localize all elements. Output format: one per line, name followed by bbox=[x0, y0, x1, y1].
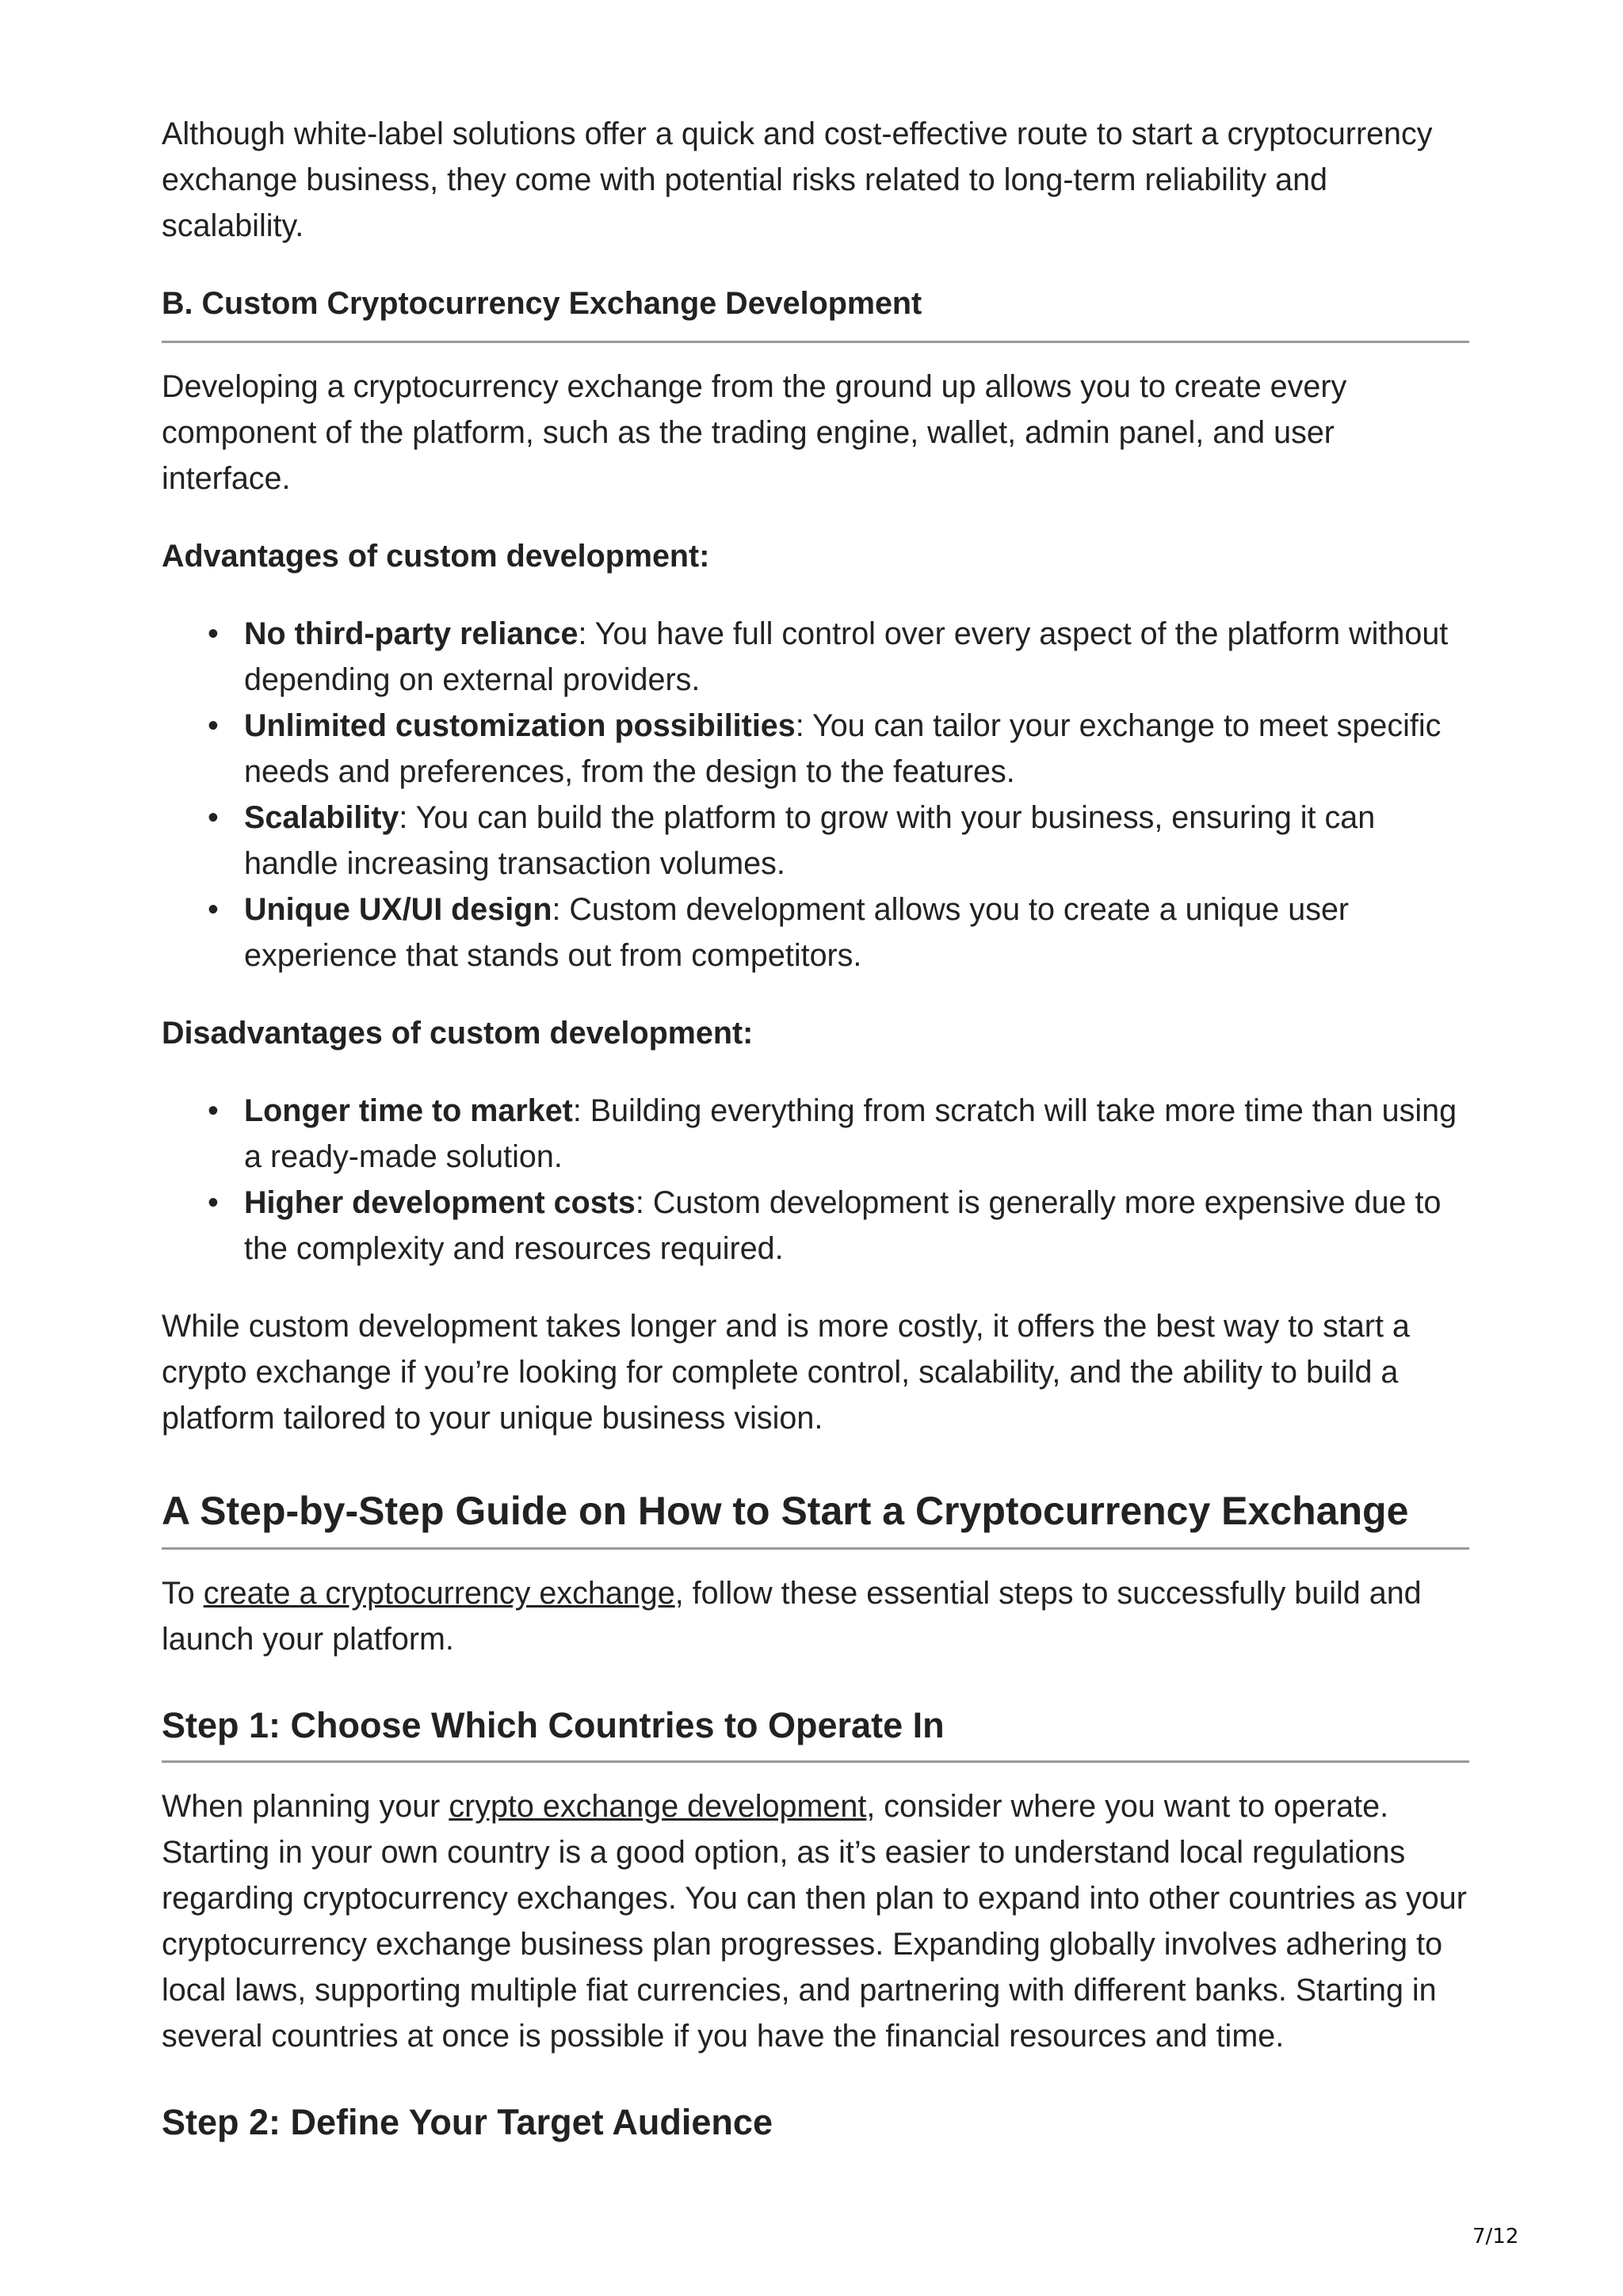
list-item bbox=[208, 611, 1469, 703]
bullet-icon: • bbox=[208, 892, 219, 927]
list-item bbox=[208, 1180, 1469, 1272]
step1-text: When planning your bbox=[162, 1789, 449, 1824]
list-item-text: : You can tailor your exchange to meet specific needs and preferences, from the design to the features. bbox=[244, 708, 1442, 789]
list-item-title: No third-party reliance bbox=[244, 616, 579, 651]
bullet-icon: • bbox=[208, 616, 219, 651]
bullet-icon: • bbox=[208, 708, 219, 743]
list-item-title: Unlimited customization possibilities bbox=[244, 708, 796, 743]
intro-paragraph: Although white-label solutions offer a quick and cost-effective route to start a cryptocurrency exchange business, they come with potential risks related to long-term reliability and scalability. bbox=[162, 116, 1433, 243]
create-exchange-link[interactable]: create a cryptocurrency exchange bbox=[203, 1576, 675, 1611]
step1-heading: Step 1: Choose Which Countries to Operate In bbox=[162, 1702, 1469, 1763]
step1-paragraph bbox=[162, 1783, 1469, 2059]
section-b-heading: B. Custom Cryptocurrency Exchange Development bbox=[162, 280, 1469, 343]
guide-intro-text: , follow these essential steps to successfully build and launch your platform. bbox=[162, 1576, 1422, 1657]
bullet-icon: • bbox=[208, 800, 219, 835]
disadvantages-label: Disadvantages of custom development: bbox=[162, 1016, 754, 1051]
advantages-list bbox=[162, 611, 1469, 978]
list-item-text: : You can build the platform to grow with your business, ensuring it can handle increasing transaction volumes. bbox=[244, 800, 1376, 881]
step1-text: , consider where you want to operate. Starting in your own country is a good option, as it’s easier to understand local regulations regarding cryptocurrency exchanges. You can then plan to expand into other countries as your cryptocurrency exchange business plan progresses. Expanding globally involves adhering to local laws, supporting multiple fiat currencies, and partnering with different banks. Starting in several countries at once is possible if you have the financial resources and time. bbox=[162, 1789, 1467, 2054]
list-item-title: Longer time to market bbox=[244, 1093, 573, 1128]
list-item-title: Higher development costs bbox=[244, 1185, 636, 1220]
bullet-icon: • bbox=[208, 1093, 219, 1128]
list-item bbox=[208, 703, 1469, 795]
list-item bbox=[208, 887, 1469, 978]
guide-intro-text: To bbox=[162, 1576, 204, 1611]
bullet-icon: • bbox=[208, 1185, 219, 1220]
document-content bbox=[162, 111, 1469, 2178]
exchange-development-link[interactable]: crypto exchange development bbox=[449, 1789, 867, 1824]
list-item-text: : Building everything from scratch will take more time than using a ready-made solution. bbox=[244, 1093, 1457, 1174]
list-item bbox=[208, 795, 1469, 887]
guide-heading: A Step-by-Step Guide on How to Start a Cryptocurrency Exchange bbox=[162, 1486, 1469, 1550]
list-item-title: Scalability bbox=[244, 800, 399, 835]
guide-intro bbox=[162, 1570, 1469, 1662]
list-item-text: : Custom development allows you to create a unique user experience that stands out from competitors. bbox=[244, 892, 1350, 973]
page-number: 7/12 bbox=[1472, 2225, 1519, 2248]
list-item bbox=[208, 1088, 1469, 1180]
step2-heading: Step 2: Define Your Target Audience bbox=[162, 2102, 773, 2142]
disadvantages-list bbox=[162, 1088, 1469, 1272]
list-item-text: : You have full control over every aspect of the platform without depending on external providers. bbox=[244, 616, 1449, 697]
advantages-label: Advantages of custom development: bbox=[162, 539, 710, 574]
list-item-title: Unique UX/UI design bbox=[244, 892, 552, 927]
section-b-paragraph: Developing a cryptocurrency exchange from the ground up allows you to create every component of the platform, such as the trading engine, wallet, admin panel, and user interface. bbox=[162, 369, 1347, 496]
list-item-text: : Custom development is generally more expensive due to the complexity and resources required. bbox=[244, 1185, 1442, 1266]
section-b-conclusion: While custom development takes longer and is more costly, it offers the best way to start a crypto exchange if you’re looking for complete control, scalability, and the ability to build a platform tailored to your unique business vision. bbox=[162, 1309, 1410, 1436]
